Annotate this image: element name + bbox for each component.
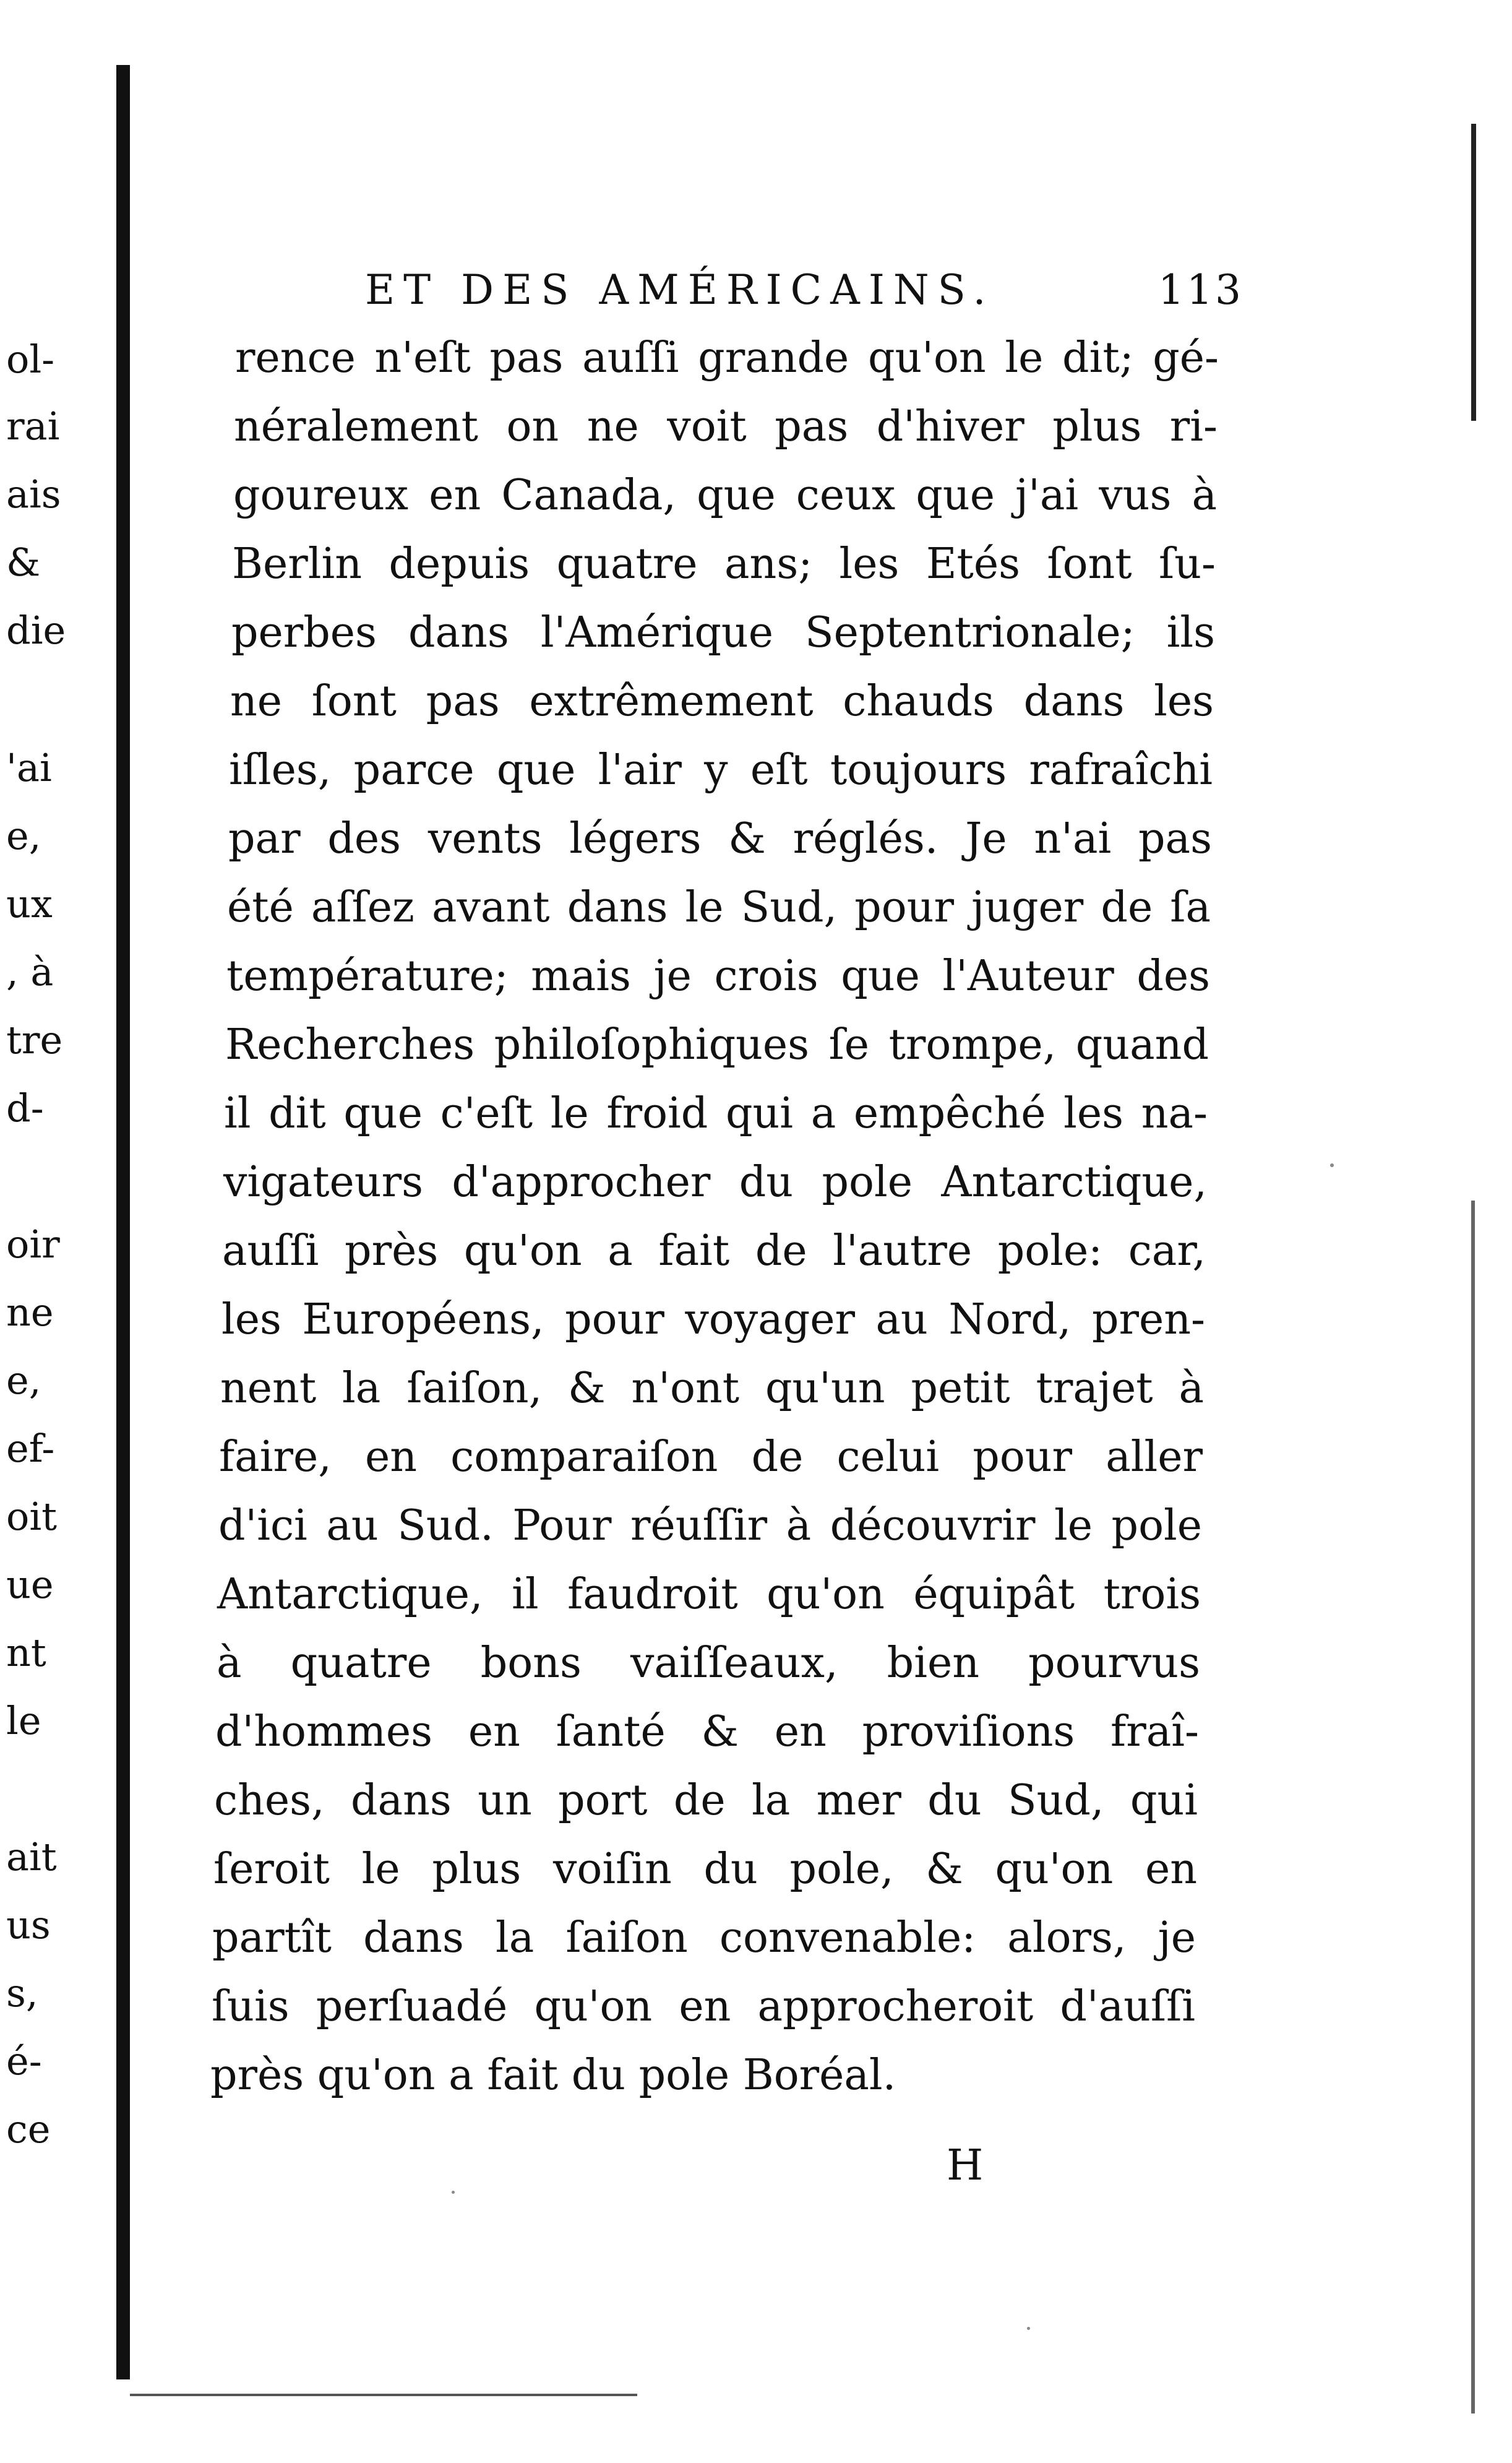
text-line: néralement on ne voit pas d'hiver plus ri- [234, 402, 1218, 451]
fragment-text: rai [6, 403, 60, 449]
fragment-text: die [6, 608, 66, 653]
text-line: Recherches philoſophiques ſe trompe, quand [225, 1020, 1209, 1069]
text-line: Berlin depuis quatre ans; les Etés ſont ſu- [232, 540, 1216, 589]
fragment-text: e, [6, 1358, 41, 1403]
text-line: nent la ſaiſon, & n'ont qu'un petit trajet à [220, 1364, 1204, 1413]
text-line: d'hommes en ſanté & en proviſions fraî- [215, 1707, 1199, 1756]
fragment-text: ol- [6, 337, 55, 382]
fragment-text: s, [6, 1970, 38, 2016]
text-line: goureux en Canada, que ceux que j'ai vus à [233, 471, 1217, 520]
running-head-title: ET DES AMÉRICAINS. [365, 266, 995, 314]
text-line: rence n'eſt pas auſſi grande qu'on le dit; gé- [235, 334, 1219, 382]
fragment-text: ait [6, 1834, 57, 1879]
text-line: les Européens, pour voyager au Nord, pren- [221, 1295, 1205, 1344]
signature-mark: H [947, 2141, 984, 2190]
text-line: par des vents légers & réglés. Je n'ai pas [228, 814, 1212, 863]
text-line: auſſi près qu'on a fait de l'autre pole: car, [222, 1227, 1206, 1275]
text-line: ne ſont pas extrêmement chauds dans les [230, 677, 1214, 726]
text-line: vigateurs d'approcher du pole Antarctique, [223, 1158, 1207, 1207]
fragment-text: ux [6, 881, 53, 926]
fragment-text: ais [6, 472, 61, 517]
fragment-text: e, [6, 813, 41, 858]
page-edge-line-lower [1471, 1201, 1475, 2413]
text-line: d'ici au Sud. Pour réuſſir à découvrir le pole [218, 1501, 1202, 1550]
text-line: Antarctique, il faudroit qu'on équipât trois [217, 1570, 1201, 1619]
paper-speck [452, 2191, 455, 2194]
fragment-text: ne [6, 1290, 54, 1335]
fragment-text: 'ai [6, 745, 52, 790]
text-line: à quatre bons vaiſſeaux, bien pourvus [217, 1639, 1200, 1688]
page-edge-line [1471, 124, 1476, 421]
fragment-text: oit [6, 1494, 58, 1539]
fragment-text: tre [6, 1017, 63, 1063]
fragment-text: ef- [6, 1426, 55, 1471]
fragment-text: , à [6, 949, 54, 994]
text-line: perbes dans l'Amérique Septentrionale; ils [231, 608, 1215, 657]
text-line: partît dans la ſaiſon convenable: alors, je [212, 1913, 1196, 1962]
text-line: ſuis perſuadé qu'on en approcheroit d'auſſi [212, 1982, 1195, 2031]
paper-speck [1027, 2327, 1030, 2330]
running-head [365, 266, 1244, 316]
fragment-text: ce [6, 2107, 51, 2152]
text-line: iſles, parce que l'air y eſt toujours rafraîchi [229, 746, 1213, 795]
text-line: il dit que c'eſt le froid qui a empêché les na- [224, 1089, 1208, 1138]
text-line: faire, en comparaiſon de celui pour aller [219, 1433, 1203, 1482]
fragment-text: ue [6, 1562, 54, 1607]
fragment-text: le [6, 1698, 41, 1743]
fragment-text: é- [6, 2038, 42, 2084]
fragment-text: d- [6, 1085, 44, 1131]
text-line: ches, dans un port de la mer du Sud, qui [214, 1776, 1198, 1825]
paper-speck [1330, 1163, 1334, 1167]
page-number: 113 [1158, 266, 1244, 314]
text-line: température; mais je crois que l'Auteur des [226, 952, 1210, 1001]
fragment-text: & [6, 540, 41, 585]
text-line: ſeroit le plus voiſin du pole, & qu'on en [213, 1845, 1197, 1894]
binding-gutter-line [116, 65, 130, 2379]
text-line: été aſſez avant dans le Sud, pour juger de ſa [227, 883, 1211, 932]
text-line: près qu'on a fait du pole Boréal. [210, 2051, 896, 2100]
fragment-text: oir [6, 1222, 60, 1267]
fragment-text: us [6, 1902, 51, 1948]
bottom-rule [130, 2394, 637, 2396]
fragment-text: nt [6, 1630, 46, 1675]
